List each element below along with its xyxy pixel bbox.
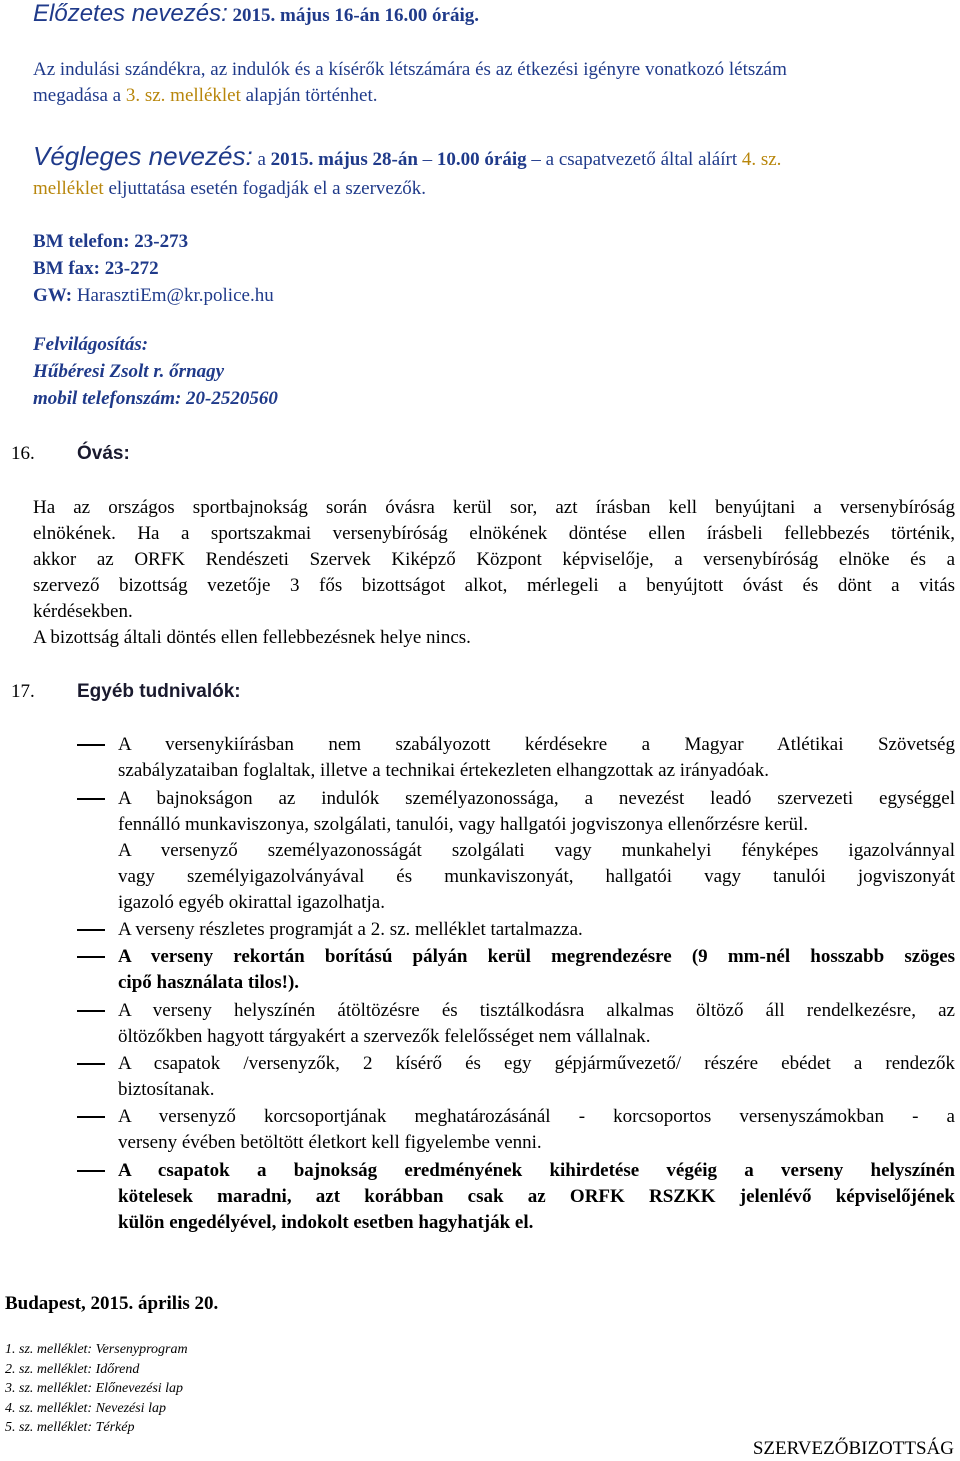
dash-bullet-icon <box>77 1116 105 1118</box>
final-deadline-date: 2015. május 28-án <box>270 149 418 170</box>
final-registration-title: Végleges nevezés: <box>33 141 253 171</box>
bullet-7-line2: verseny évében betöltött életkort kell figyelembe venni. <box>118 1132 542 1153</box>
bullet-2-line5: igazoló egyéb okirattal igazolhatja. <box>118 892 385 913</box>
text-span: – a csapatvezető által aláírt <box>526 149 742 170</box>
annex-item: 5. sz. melléklet: Térkép <box>5 1420 135 1435</box>
annex-item: 1. sz. melléklet: Versenyprogram <box>5 1342 188 1357</box>
dash-bullet-icon <box>77 1170 105 1172</box>
bullet-2-line1: A bajnokságon az indulók személyazonossága, a nevezést leadó szervezeti egységgel <box>118 788 955 809</box>
section-16-line5: kérdésekben. <box>33 601 133 622</box>
annex-word: melléklet <box>33 178 104 199</box>
dash-bullet-icon <box>77 1010 105 1012</box>
section-16-number: 16. <box>11 443 35 464</box>
contact-fax: BM fax: 23-272 <box>33 258 159 279</box>
bullet-8-line2: kötelesek maradni, azt korábban csak az ORFK RSZKK jelenlévő képviselőjének <box>118 1186 955 1207</box>
info-contact-name: Hűbéresi Zsolt r. őrnagy <box>33 361 225 382</box>
bullet-1-line1: A versenykiírásban nem szabályozott kérdésekre a Magyar Atlétikai Szövetség <box>118 734 955 755</box>
section-16-heading: Óvás: <box>77 443 130 464</box>
section-16-line4: szervező bizottság vezetője 3 fős bizottságot alkot, mérlegeli a benyújtott óvást és dönt a vitás <box>33 575 955 596</box>
bullet-8-line1: A csapatok a bajnokság eredményének kihirdetése végéig a verseny helyszínén <box>118 1160 955 1181</box>
bullet-6-line2: biztosítanak. <box>118 1079 215 1100</box>
annex-list <box>5 1340 188 1438</box>
bullet-2-line4: vagy személyigazolványával és munkaviszonyát, hallgatói vagy tanulói jogviszonyát <box>118 866 955 887</box>
pre-registration-heading <box>33 0 479 30</box>
dash-bullet-icon <box>77 798 105 800</box>
pre-registration-deadline: 2015. május 16-án 16.00 óráig. <box>227 5 480 26</box>
annex-word: melléklet <box>165 85 241 106</box>
final-registration-heading <box>33 140 781 177</box>
annex-item: 4. sz. melléklet: Nevezési lap <box>5 1400 166 1416</box>
bullet-4-line1: A verseny rekortán borítású pályán kerül megrendezésre (9 mm-nél hosszabb szöges <box>118 946 955 967</box>
text-span: eljuttatása esetén fogadják el a szervezők. <box>103 178 427 199</box>
pre-registration-text-line1: Az indulási szándékra, az indulók és a kísérők létszámára és az étkezési igényre vonatkozó létszám <box>33 59 787 80</box>
info-label: Felvilágosítás: <box>33 334 149 355</box>
dash-bullet-icon <box>77 929 105 931</box>
text-span: a <box>252 149 271 170</box>
bullet-4-line2: cipő használata tilos!). <box>118 972 300 993</box>
bullet-2-line3: A versenyző személyazonosságát szolgálati vagy munkahelyi fényképes igazolvánnyal <box>118 840 955 861</box>
contact-gw-label: GW: <box>33 285 77 306</box>
text-span: – <box>417 149 437 170</box>
bullet-5-line2: öltözőkben hagyott tárgyakért a szervezők felelősséget nem vállalnak. <box>118 1026 651 1047</box>
bullet-2-line2: fennálló munkaviszonya, szolgálati, tanulói, vagy hallgatói jogviszonya ellenőrzésre kerül. <box>118 814 809 835</box>
bullet-5-line1: A verseny helyszínén átöltözésre és tisztálkodásra alkalmas öltöző áll rendelkezésre, az <box>118 1000 955 1021</box>
dash-bullet-icon <box>77 956 105 958</box>
section-16-line2: elnökének. Ha a sportszakmai versenybíróság elnökének döntése ellen írásbeli fellebbezés történik, <box>33 523 955 544</box>
annex-ref: 3. sz. <box>125 85 166 106</box>
pre-registration-title: Előzetes nevezés: <box>33 0 228 27</box>
annex-ref: 4. sz. <box>741 149 782 170</box>
contact-email[interactable]: HarasztiEm@kr.police.hu <box>76 285 274 306</box>
pre-registration-text-line2 <box>33 83 378 108</box>
section-17-heading: Egyéb tudnivalók: <box>77 681 241 702</box>
section-17-number: 17. <box>11 681 35 702</box>
final-registration-text-line2 <box>33 176 426 201</box>
signature-organizing-committee: SZERVEZŐBIZOTTSÁG <box>752 1438 954 1459</box>
annex-item: 2. sz. melléklet: Időrend <box>5 1361 140 1377</box>
bullet-6-line1: A csapatok /versenyzők, 2 kísérő és egy gépjárművezető/ részére ebédet a rendezők <box>118 1053 955 1074</box>
place-and-date: Budapest, 2015. április 20. <box>5 1293 219 1314</box>
annex-item: 3. sz. melléklet: Előnevezési lap <box>5 1381 184 1396</box>
dash-bullet-icon <box>77 744 105 746</box>
contact-groupwise <box>33 283 274 308</box>
bullet-3-line1: A verseny részletes programját a 2. sz. melléklet tartalmazza. <box>118 919 583 940</box>
section-16-line1: Ha az országos sportbajnokság során óvásra kerül sor, azt írásban kell benyújtani a versenybíróság <box>33 497 955 518</box>
contact-phone: BM telefon: 23-273 <box>33 231 189 252</box>
section-16-line6: A bizottság általi döntés ellen fellebbezésnek helye nincs. <box>33 627 471 648</box>
bullet-1-line2: szabályzataiban foglaltak, illetve a technikai értekezleten elhangzottak az irányadóak. <box>118 760 769 781</box>
section-16-line3: akkor az ORFK Rendészeti Szervek Kiképző Központ képviselője, a versenybíróság elnöke és a <box>33 549 955 570</box>
info-mobile: mobil telefonszám: 20-2520560 <box>33 388 278 409</box>
dash-bullet-icon <box>77 1063 105 1065</box>
text-span: megadása a <box>33 85 126 106</box>
final-deadline-time: 10.00 óráig <box>436 149 527 170</box>
bullet-7-line1: A versenyző korcsoportjának meghatározásánál - korcsoportos versenyszámokban - a <box>118 1106 955 1127</box>
bullet-8-line3: külön engedélyével, indokolt esetben hagyhatják el. <box>118 1212 534 1233</box>
text-span: alapján történhet. <box>240 85 378 106</box>
